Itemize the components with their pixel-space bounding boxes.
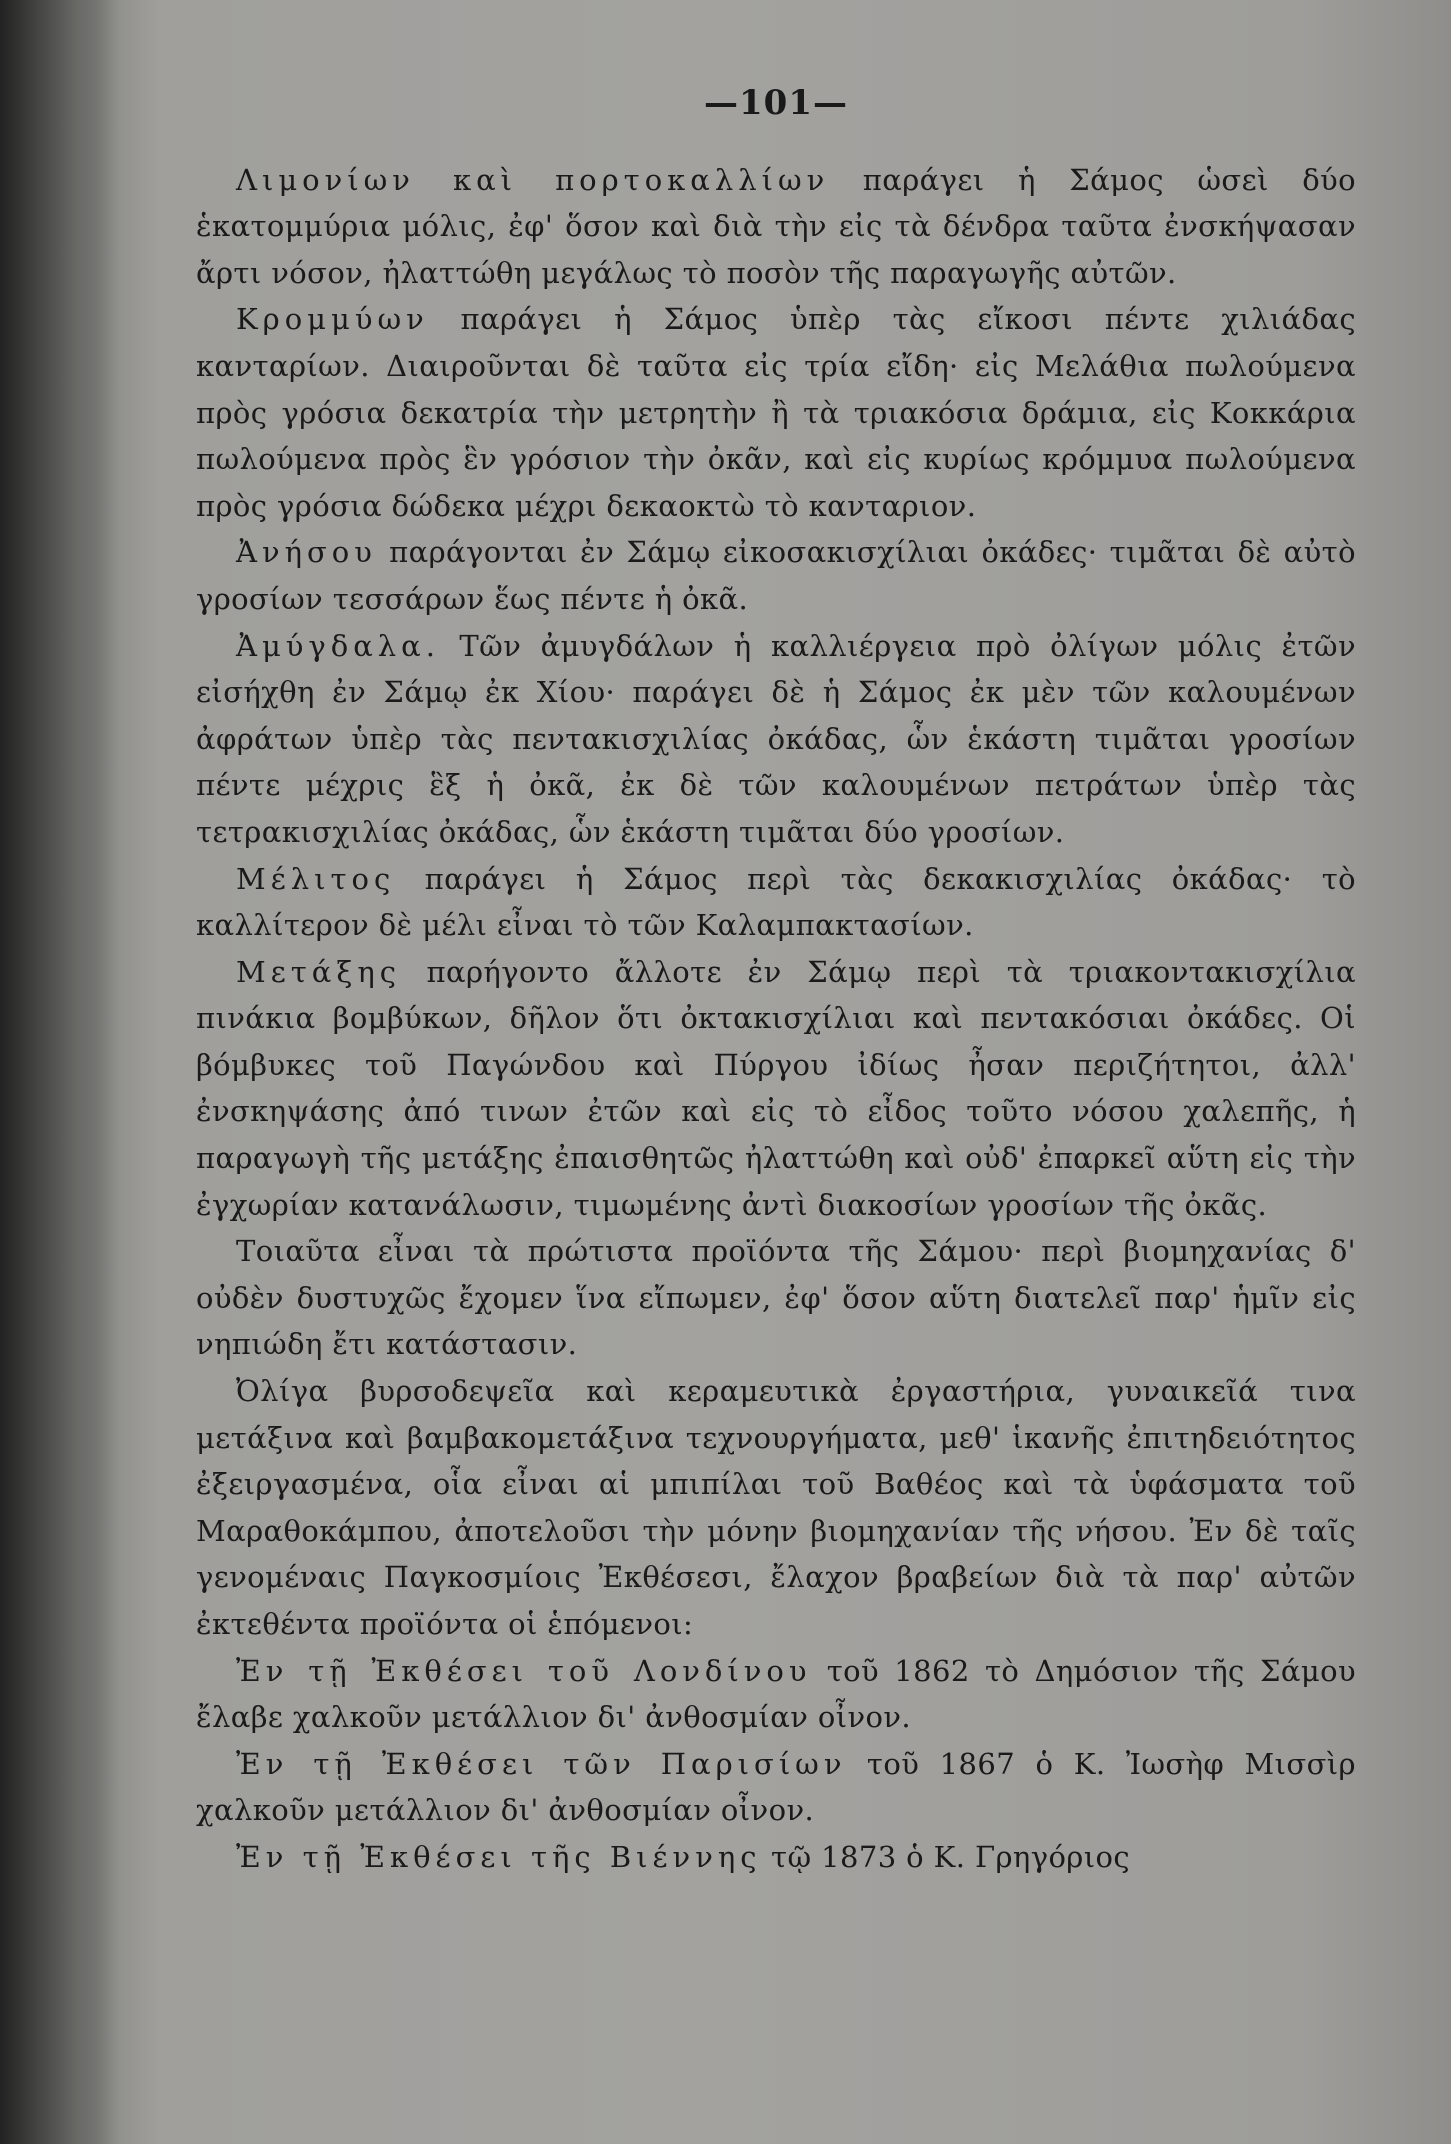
paragraph-vienna-exhibition [196, 1834, 1356, 1881]
paragraph-products-summary [196, 1228, 1356, 1368]
paragraph-london-exhibition [196, 1648, 1356, 1741]
paragraph-paris-exhibition [196, 1741, 1356, 1834]
document-page [196, 80, 1356, 2120]
paragraph-lead: Ἐν τῇ Ἐκθέσει τῶν Παρισίων [236, 1746, 847, 1781]
book-spine-shadow [0, 0, 120, 2144]
paragraph-lead: Ἀμύγδαλα. [236, 628, 440, 663]
paragraph-lemons [196, 157, 1356, 297]
paragraph-onions [196, 296, 1356, 529]
paragraph-text: τῷ 1873 ὁ Κ. Γρηγόριος [761, 1839, 1131, 1874]
paragraph-text: παράγονται ἐν Σάμῳ εἰκοσακισχίλιαι ὀκάδες· τιμᾶται δὲ αὐτὸ γροσίων τεσσάρων ἕως πέντε ἡ ὀκᾶ. [196, 535, 1356, 616]
paragraph-lead: Ἀνήσου [236, 535, 377, 570]
paragraph-lead: Ἐν τῇ Ἐκθέσει τῆς Βιέννης [236, 1839, 762, 1874]
paragraph-text: τοῦ 1867 ὁ Κ. Ἰωσὴφ Μισσὶρ χαλκοῦν μετάλλιον δι' ἀνθοσμίαν οἶνον. [196, 1746, 1356, 1828]
paragraph-lead: Μέλιτος [236, 861, 396, 896]
paragraph-almonds [196, 623, 1356, 856]
paragraph-honey [196, 856, 1356, 949]
page-number: —101— [704, 83, 848, 123]
paragraph-lead: Λιμονίων καὶ πορτοκαλλίων [236, 162, 830, 197]
paragraph-lead: Ἐν τῇ Ἐκθέσει τοῦ Λονδίνου [236, 1653, 812, 1688]
paragraph-lead: Κρομμύων [236, 302, 429, 337]
paragraph-text: τοῦ 1862 τὸ Δημόσιον τῆς Σάμου ἔλαβε χαλκοῦν μετάλλιον δι' ἀνθοσμίαν οἶνον. [196, 1653, 1356, 1735]
paragraph-text: Ὀλίγα βυρσοδεψεῖα καὶ κεραμευτικὰ ἐργαστήρια, γυναικεῖά τινα μετάξινα καὶ βαμβακομετάξινα τεχνουργήματα, μεθ' ἱκανῆς ἐπιτηδειότητος ἐξειργασμένα, οἷα εἶναι αἱ μπιπίλαι τοῦ Βαθέος καὶ τὰ ὑφάσματα τοῦ Μαραθοκάμπου, ἀποτελοῦσι τὴν μόνην βιομηχανίαν τῆς νήσου. Ἐν δὲ ταῖς γενομέναις Παγκοσμίοις Ἐκθέσεσι, ἔλαχον βραβείων διὰ τὰ παρ' αὐτῶν ἐκτεθέντα προϊόντα οἱ ἑπόμενοι: [196, 1374, 1356, 1641]
paragraph-text: παράγει ἡ Σάμος ὡσεὶ δύο ἑκατομμύρια μόλις, ἐφ' ὅσον καὶ διὰ τὴν εἰς τὰ δένδρα ταῦτα ἐνσκήψασαν ἄρτι νόσον, ἠλαττώθη μεγάλως τὸ ποσὸν τῆς παραγωγῆς αὐτῶν. [196, 162, 1356, 290]
paragraph-text: παράγει ἡ Σάμος ὑπὲρ τὰς εἴκοσι πέντε χιλιάδας κανταρίων. Διαιροῦνται δὲ ταῦτα εἰς τρία εἴδη· εἰς Μελάθια πωλούμενα πρὸς γρόσια δεκατρία τὴν μετρητὴν ἢ τὰ τριακόσια δράμια, εἰς Κοκκάρια πωλούμενα πρὸς ἓν γρόσιον τὴν ὀκᾶν, καὶ εἰς κυρίως κρόμμυα πωλούμενα πρὸς γρόσια δώδεκα μέχρι δεκαοκτὼ τὸ κανταριον. [196, 302, 1356, 523]
paragraph-anise [196, 529, 1356, 622]
paragraph-text: παράγει ἡ Σάμος περὶ τὰς δεκακισχιλίας ὀκάδας· τὸ καλλίτερον δὲ μέλι εἶναι τὸ τῶν Καλαμπακτασίων. [196, 861, 1356, 943]
paragraph-industry [196, 1368, 1356, 1648]
paragraph-silk [196, 949, 1356, 1229]
paragraph-text: Τοιαῦτα εἶναι τὰ πρώτιστα προϊόντα τῆς Σάμου· περὶ βιομηχανίας δ' οὐδὲν δυστυχῶς ἔχομεν ἵνα εἴπωμεν, ἐφ' ὅσον αὕτη διατελεῖ παρ' ἡμῖν εἰς νηπιώδη ἔτι κατάστασιν. [196, 1234, 1356, 1362]
paragraph-text: παρήγοντο ἄλλοτε ἐν Σάμῳ περὶ τὰ τριακοντακισχίλια πινάκια βομβύκων, δῆλον ὅτι ὀκτακισχίλιαι καὶ πεντακόσιαι ὀκάδες. Οἱ βόμβυκες τοῦ Παγώνδου καὶ Πύργου ἰδίως ἦσαν περιζήτητοι, ἀλλ' ἐνσκηψάσης ἀπό τινων ἐτῶν καὶ εἰς τὸ εἶδος τοῦτο νόσου χαλεπῆς, ἡ παραγωγὴ τῆς μετάξης ἐπαισθητῶς ἠλαττώθη καὶ οὐδ' ἐπαρκεῖ αὕτη εἰς τὴν ἐγχωρίαν κατανάλωσιν, τιμωμένης ἀντὶ διακοσίων γροσίων τῆς ὀκᾶς. [196, 954, 1356, 1222]
paragraph-lead: Μετάξης [236, 954, 401, 989]
paragraph-text: Τῶν ἀμυγδάλων ἡ καλλιέργεια πρὸ ὀλίγων μόλις ἐτῶν εἰσήχθη ἐν Σάμῳ ἐκ Χίου· παράγει δὲ ἡ Σάμος ἐκ μὲν τῶν καλουμένων ἀφράτων ὑπὲρ τὰς πεντακισχιλίας ὀκάδας, ὧν ἑκάστη τιμᾶται γροσίων πέντε μέχρις ἓξ ἡ ὀκᾶ, ἐκ δὲ τῶν καλουμένων πετράτων ὑπὲρ τὰς τετρακισχιλίας ὀκάδας, ὧν ἑκάστη τιμᾶται δύο γροσίων. [196, 628, 1356, 849]
